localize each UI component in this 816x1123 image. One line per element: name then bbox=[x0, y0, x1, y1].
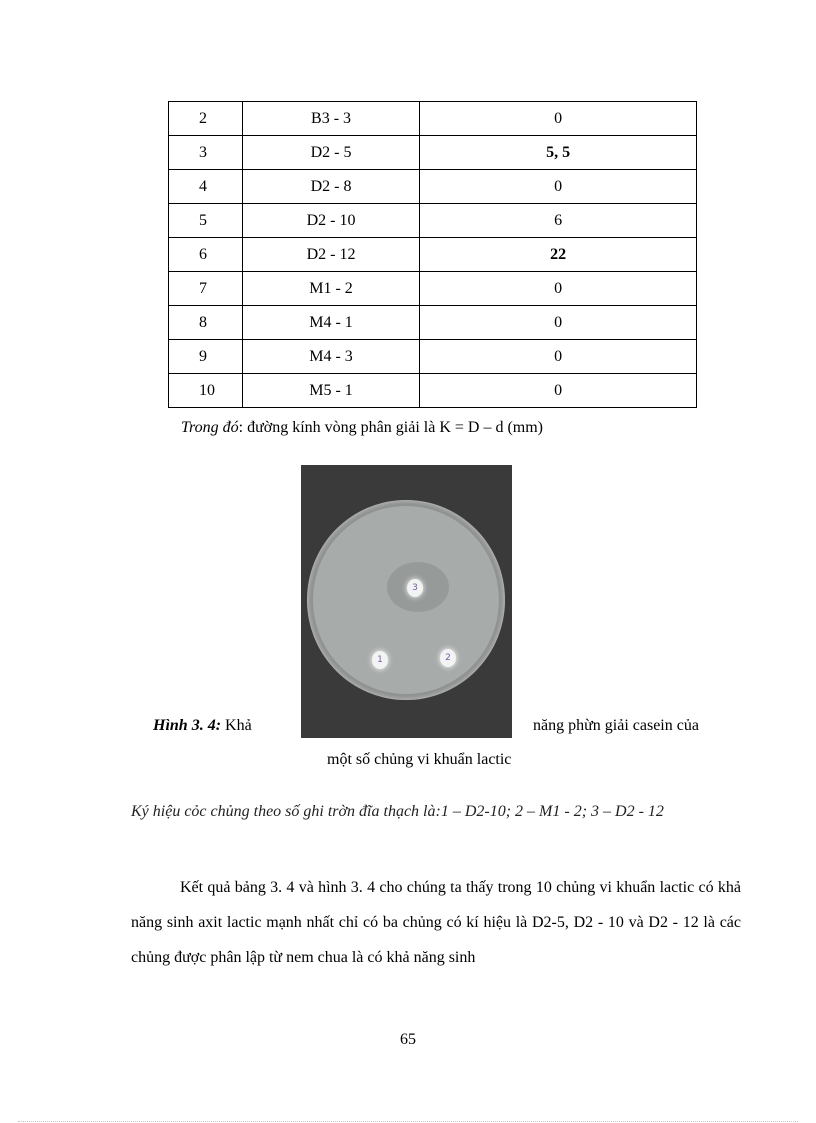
strain-code: M5 - 1 bbox=[242, 374, 419, 408]
table-note-text: : đường kính vòng phân giải là K = D – d (mm) bbox=[238, 419, 543, 436]
strain-code: D2 - 5 bbox=[242, 136, 419, 170]
figure-caption-word: Khả bbox=[221, 717, 252, 734]
figure-caption-end: năng phừn giải casein của bbox=[533, 717, 699, 734]
page-number: 65 bbox=[400, 1031, 416, 1048]
colony-2: 2 bbox=[440, 649, 456, 667]
row-number: 9 bbox=[169, 340, 243, 374]
strain-code: B3 - 3 bbox=[242, 102, 419, 136]
results-table bbox=[168, 101, 697, 408]
row-number: 2 bbox=[169, 102, 243, 136]
colony-1: 1 bbox=[372, 651, 388, 669]
lysis-diameter: 0 bbox=[420, 374, 697, 408]
row-number: 6 bbox=[169, 238, 243, 272]
table-note-label: Trong đó bbox=[181, 419, 239, 436]
table-row bbox=[169, 374, 697, 408]
table-row bbox=[169, 238, 697, 272]
row-number: 3 bbox=[169, 136, 243, 170]
strain-code: D2 - 10 bbox=[242, 204, 419, 238]
page-bottom-divider bbox=[18, 1121, 798, 1122]
table-row bbox=[169, 306, 697, 340]
results-table-body bbox=[169, 102, 697, 408]
table-row bbox=[169, 340, 697, 374]
strain-code: D2 - 8 bbox=[242, 170, 419, 204]
table-row bbox=[169, 136, 697, 170]
body-paragraph: Kết quả bảng 3. 4 và hình 3. 4 cho chúng ta thấy trong 10 chủng vi khuẩn lactic có khả năng sinh axit lactic mạnh nhất chỉ có ba chủng có kí hiệu là D2-5, D2 - 10 và D2 - 12 là các chủng được phân lập từ nem chua là có khả năng sinh bbox=[131, 879, 741, 966]
strain-code: D2 - 12 bbox=[242, 238, 419, 272]
table-row bbox=[169, 204, 697, 238]
strain-code: M4 - 3 bbox=[242, 340, 419, 374]
row-number: 7 bbox=[169, 272, 243, 306]
table-row bbox=[169, 102, 697, 136]
lysis-diameter: 6 bbox=[420, 204, 697, 238]
lysis-diameter: 0 bbox=[420, 306, 697, 340]
strain-code: M1 - 2 bbox=[242, 272, 419, 306]
lysis-diameter: 0 bbox=[420, 170, 697, 204]
table-row bbox=[169, 272, 697, 306]
lysis-diameter: 5, 5 bbox=[420, 136, 697, 170]
lysis-diameter: 22 bbox=[420, 238, 697, 272]
symbol-legend: Ký hiệu cỏc chủng theo số ghi trờn đĩa thạch là:1 – D2-10; 2 – M1 - 2; 3 – D2 - 12 bbox=[131, 803, 664, 820]
figure-caption-line2: một số chủng vi khuẩn lactic bbox=[327, 751, 512, 768]
petri-dish-photo bbox=[301, 465, 512, 738]
colony-3: 3 bbox=[407, 579, 423, 597]
lysis-diameter: 0 bbox=[420, 340, 697, 374]
lysis-diameter: 0 bbox=[420, 272, 697, 306]
row-number: 4 bbox=[169, 170, 243, 204]
table-note bbox=[181, 419, 543, 437]
row-number: 8 bbox=[169, 306, 243, 340]
strain-code: M4 - 1 bbox=[242, 306, 419, 340]
figure-caption-start bbox=[153, 717, 252, 735]
row-number: 10 bbox=[169, 374, 243, 408]
row-number: 5 bbox=[169, 204, 243, 238]
petri-dish-agar bbox=[313, 506, 499, 694]
figure-number: Hình 3. 4: bbox=[153, 717, 222, 734]
table-row bbox=[169, 170, 697, 204]
lysis-diameter: 0 bbox=[420, 102, 697, 136]
